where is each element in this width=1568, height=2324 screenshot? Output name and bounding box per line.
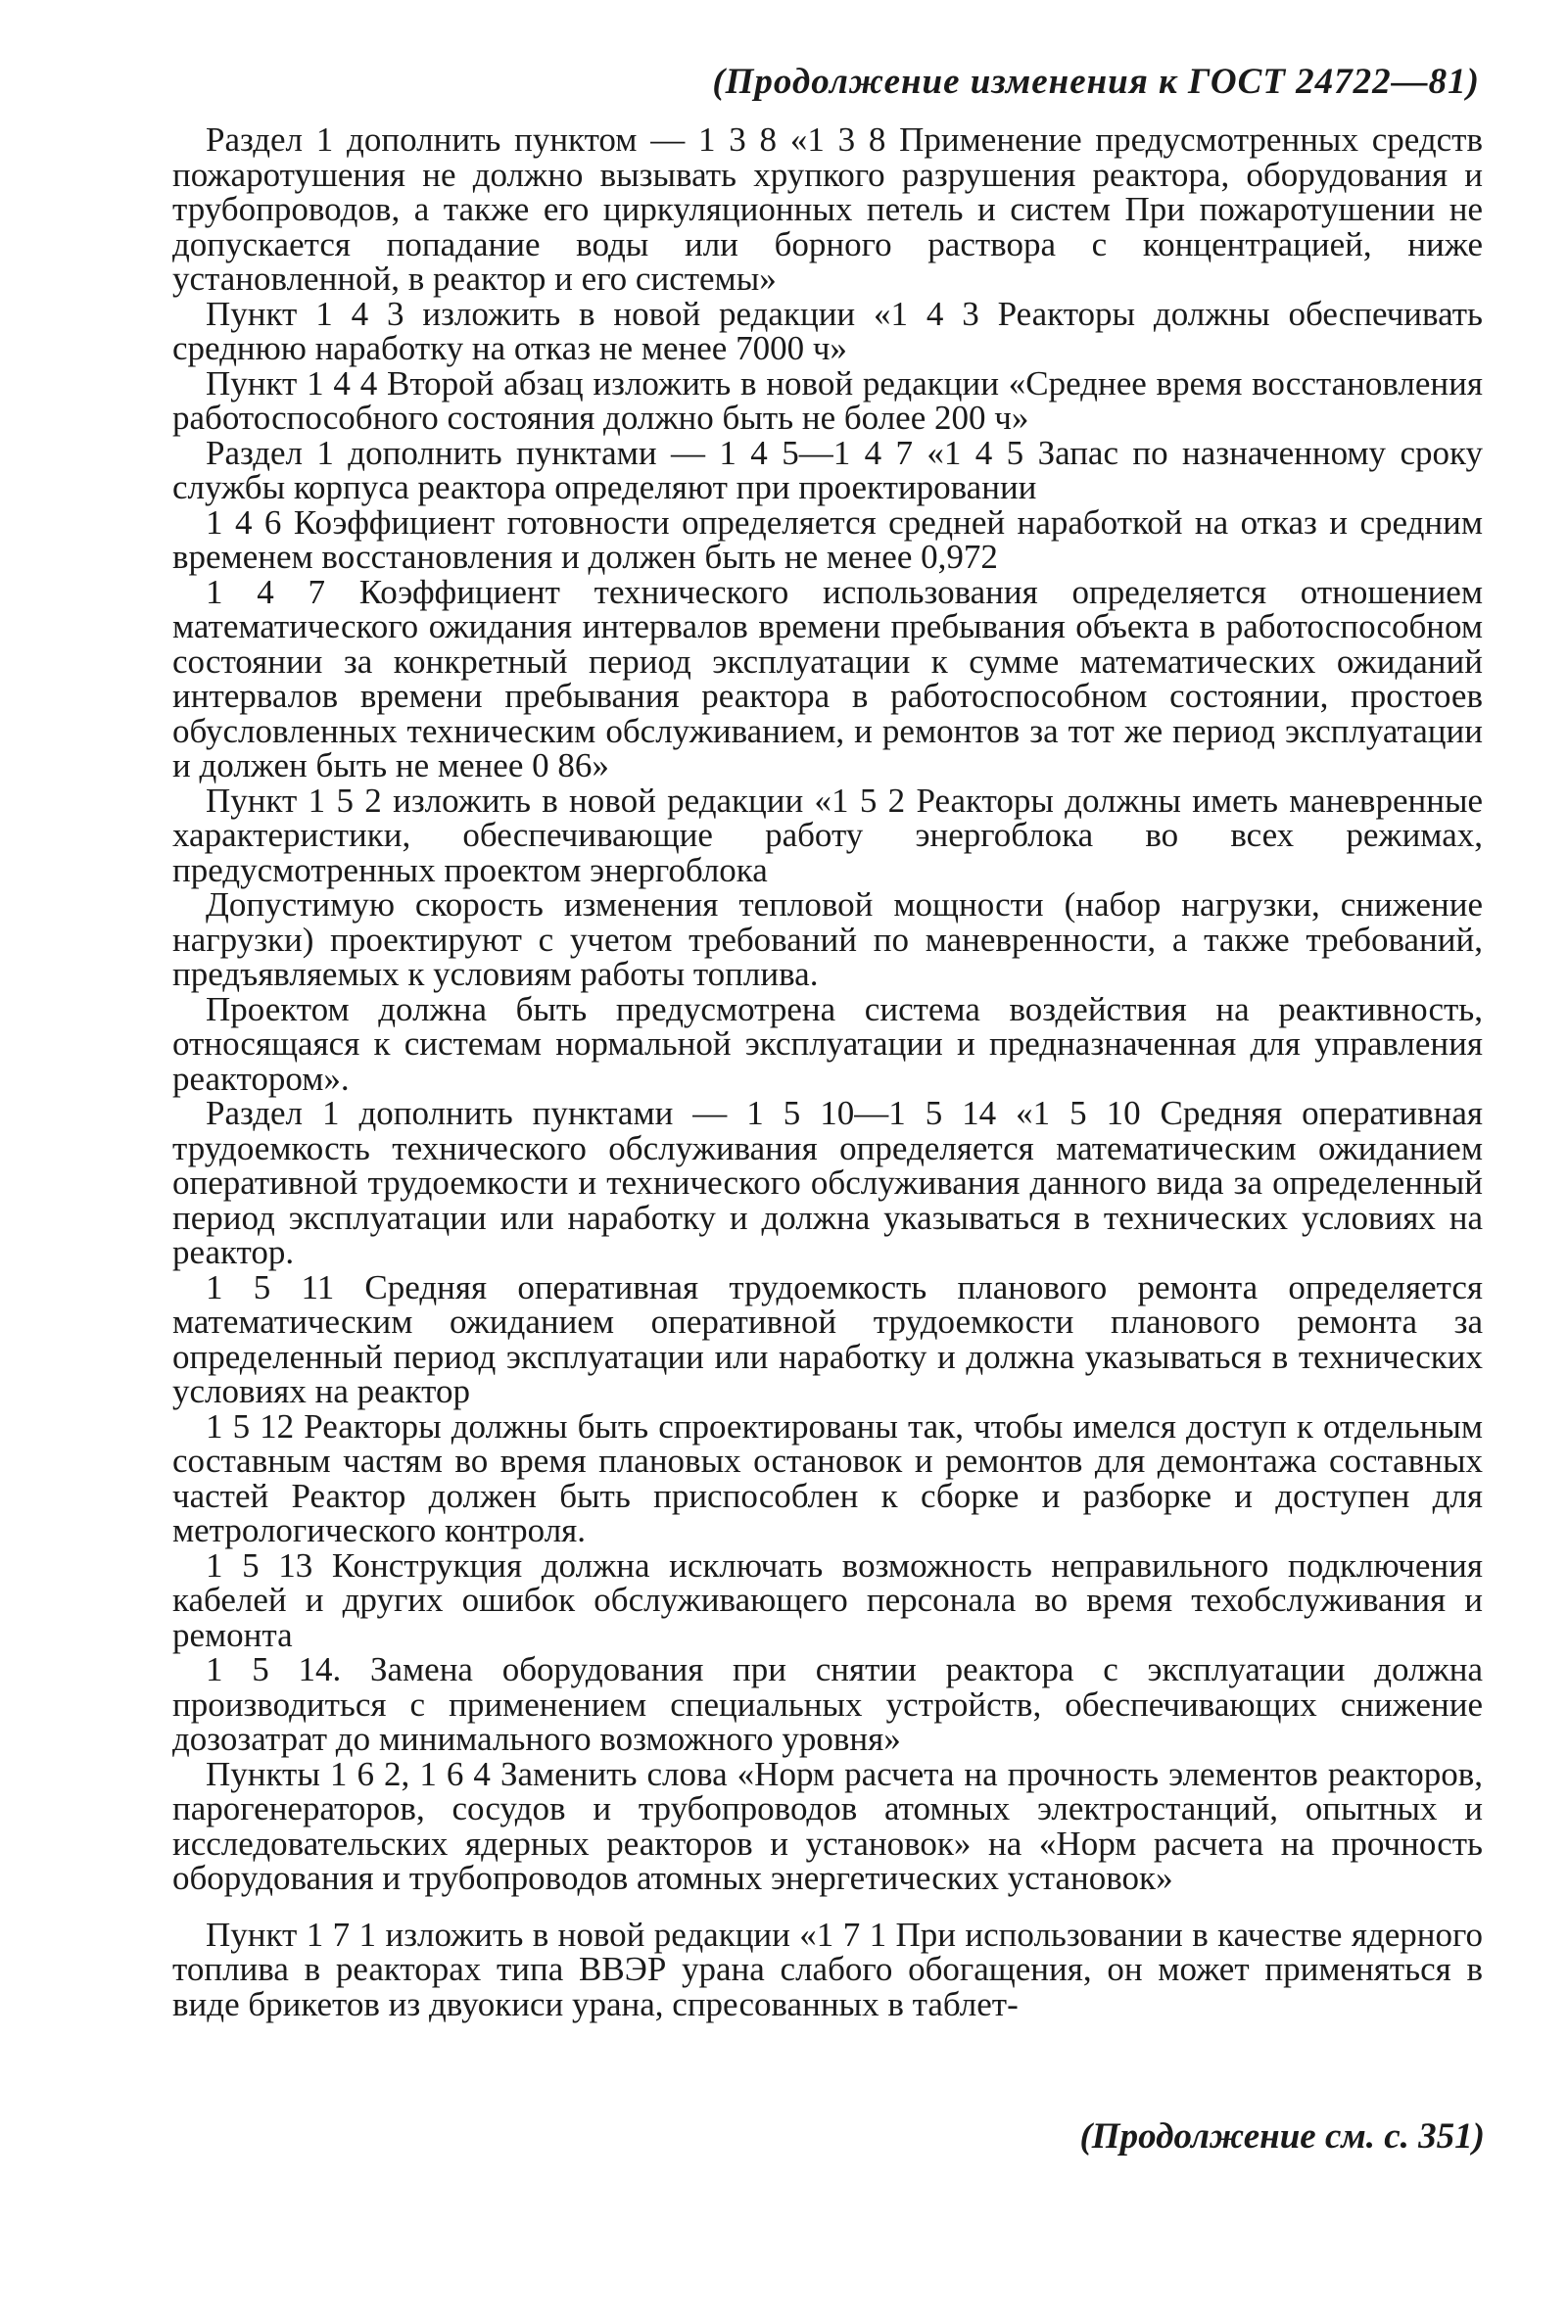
paragraph-gap <box>172 1896 1483 1918</box>
page-header: (Продолжение изменения к ГОСТ 24722—81) <box>712 62 1480 102</box>
paragraph: 1 5 12 Реакторы должны быть спроектированы так, чтобы имелся доступ к отдельным составным частям во время плановых остановок и ремонтов для демонтажа составных частей Реактор должен быть приспособлен к сборке и разборке и доступен для метрологического контроля. <box>172 1406 1483 1549</box>
paragraph: 1 5 11 Средняя оперативная трудоемкость планового ремонта определяется математическим ожиданием оперативной трудоемкости планового ремонта за определенный период эксплуатации или наработку и должна указываться в технических условиях на реактор <box>172 1267 1483 1410</box>
document-body <box>172 122 1483 2021</box>
paragraph: Пункты 1 6 2, 1 6 4 Заменить слова «Норм расчета на прочность элементов реакторов, парогенераторов, сосудов и трубопроводов атомных электростанций, опытных и исследовательских ядерных реакторов и установок» на «Норм расчета на прочность оборудования и трубопроводов атомных энергетических установок» <box>172 1754 1483 1897</box>
paragraph: 1 5 13 Конструкция должна исключать возможность неправильного подключения кабелей и других ошибок обслуживающего персонала во время техобслуживания и ремонта <box>172 1545 1483 1654</box>
paragraph: 1 4 7 Коэффициент технического использования определяется отношением математического ожидания интервалов времени пребывания объекта в работоспособном состоянии за конкретный период эксплуатации к сумме математических ожиданий интервалов времени пребывания реактора в работоспособном состоянии, простоев обусловленных техническим обслуживанием, и ремонтов за тот же период эксплуатации и должен быть не менее 0 86» <box>172 572 1483 784</box>
paragraph: Раздел 1 дополнить пунктами — 1 5 10—1 5 14 «1 5 10 Средняя оперативная трудоемкость технического обслуживания определяется математическим ожиданием оперативной трудоемкости и технического обслуживания данного вида за определенный период эксплуатации или наработку и должна указываться в технических условиях на реактор. <box>172 1094 1483 1271</box>
paragraph: Пункт 1 4 3 изложить в новой редакции «1 4 3 Реакторы должны обеспечивать среднюю наработку на отказ не менее 7000 ч» <box>172 294 1483 367</box>
page-footer: (Продолжение см. с. 351) <box>1079 2116 1485 2157</box>
paragraph: Проектом должна быть предусмотрена система воздействия на реактивность, относящаяся к системам нормальной эксплуатации и предназначенная для управления реактором». <box>172 989 1483 1098</box>
paragraph: Пункт 1 5 2 изложить в новой редакции «1 5 2 Реакторы должны иметь маневренные характеристики, обеспечивающие работу энергоблока во всех режимах, предусмотренных проектом энергоблока <box>172 781 1483 889</box>
paragraph: Пункт 1 4 4 Второй абзац изложить в новой редакции «Среднее время восстановления работоспособного состояния должно быть не более 200 ч» <box>172 363 1483 437</box>
paragraph: Раздел 1 дополнить пунктом — 1 3 8 «1 3 8 Применение предусмотренных средств пожаротушения не должно вызывать хрупкого разрушения реактора, оборудования и трубопроводов, а также его циркуляционных петель и систем При пожаротушении не допускается попадание воды или борного раствора с концентрацией, ниже установленной, в реактор и его системы» <box>172 120 1483 298</box>
paragraph: Раздел 1 дополнить пунктами — 1 4 5—1 4 7 «1 4 5 Запас по назначенному сроку службы корпуса реактора определяют при проектировании <box>172 433 1483 506</box>
paragraph: 1 5 14. Замена оборудования при снятии реактора с эксплуатации должна производиться с применением специальных устройств, обеспечивающих снижение дозозатрат до минимального возможного уровня» <box>172 1650 1483 1758</box>
paragraph: Пункт 1 7 1 изложить в новой редакции «1 7 1 При использовании в качестве ядерного топлива в реакторах типа ВВЭР урана слабого обогащения, он может применяться в виде брикетов из двуокиси урана, спресованных в таблет- <box>172 1915 1483 2023</box>
paragraph: 1 4 6 Коэффициент готовности определяется средней наработкой на отказ и средним временем восстановления и должен быть не менее 0,972 <box>172 502 1483 576</box>
paragraph: Допустимую скорость изменения тепловой мощности (набор нагрузки, снижение нагрузки) проектируют с учетом требований по маневренности, а также требований, предъявляемых к условиям работы топлива. <box>172 885 1483 993</box>
